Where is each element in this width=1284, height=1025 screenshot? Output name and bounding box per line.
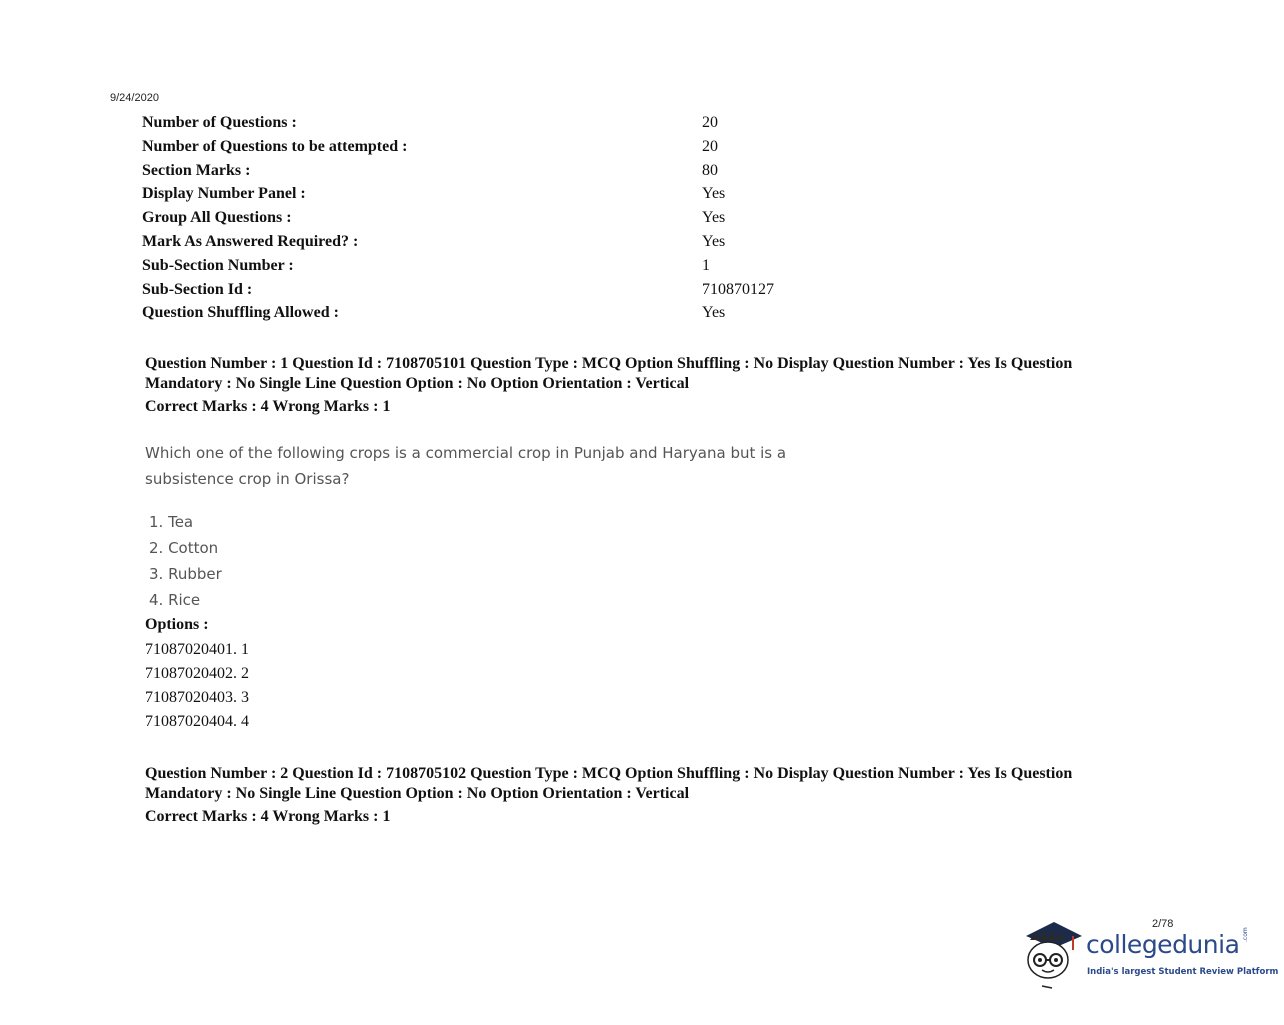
info-value: Yes — [702, 304, 726, 322]
question-2-header-line2: Mandatory : No Single Line Question Option : No Option Orientation : Vertical — [145, 785, 690, 802]
options-label: Options : — [145, 616, 209, 633]
brand-name: collegedunia — [1086, 930, 1240, 959]
choice-item: 3. Rubber — [149, 565, 222, 583]
question-1-header-line2: Mandatory : No Single Line Question Option : No Option Orientation : Vertical — [145, 375, 690, 392]
question-2-header — [145, 764, 1165, 804]
info-row — [142, 255, 842, 279]
question-1-choices — [149, 509, 222, 613]
choice-item: 2. Cotton — [149, 539, 219, 557]
brand-tagline: India's largest Student Review Platform — [1087, 967, 1279, 977]
info-value: 80 — [702, 161, 718, 179]
info-label: Question Shuffling Allowed : — [142, 304, 339, 322]
info-label: Group All Questions : — [142, 209, 292, 227]
info-value: 20 — [702, 114, 718, 131]
info-label: Number of Questions : — [142, 114, 297, 131]
info-label: Sub-Section Id : — [142, 280, 253, 298]
option-id: 71087020401. 1 — [145, 641, 249, 658]
question-1-text — [145, 440, 825, 492]
info-value: Yes — [702, 209, 726, 227]
info-value: Yes — [702, 232, 726, 250]
question-1-marks: Correct Marks : 4 Wrong Marks : 1 — [145, 398, 391, 415]
info-label: Sub-Section Number : — [142, 256, 294, 274]
option-id: 71087020403. 3 — [145, 689, 249, 706]
info-label: Mark As Answered Required? : — [142, 232, 359, 250]
question-1-header-line1: Question Number : 1 Question Id : 7108705101 Question Type : MCQ Option Shuffling : No Display Question Number : Yes Is Question — [145, 355, 1073, 372]
info-row — [142, 183, 842, 207]
page-number: 2/78 — [1152, 918, 1174, 930]
question-1-options — [145, 638, 249, 734]
option-id: 71087020404. 4 — [145, 713, 249, 730]
question-1-text-line2: subsistence crop in Orissa? — [145, 470, 350, 488]
info-row — [142, 279, 842, 303]
info-row — [142, 302, 842, 326]
info-row — [142, 160, 842, 184]
info-value: Yes — [702, 185, 726, 203]
info-label: Number of Questions to be attempted : — [142, 137, 408, 155]
info-row — [142, 231, 842, 255]
choice-item: 4. Rice — [149, 591, 201, 609]
question-2-marks: Correct Marks : 4 Wrong Marks : 1 — [145, 808, 391, 825]
info-row — [142, 112, 842, 136]
info-label: Section Marks : — [142, 161, 251, 179]
section-info-table — [142, 112, 842, 326]
option-id: 71087020402. 2 — [145, 665, 249, 682]
print-date: 9/24/2020 — [110, 92, 159, 104]
info-row — [142, 136, 842, 160]
info-label: Display Number Panel : — [142, 185, 306, 203]
info-value: 710870127 — [702, 280, 774, 298]
brand-suffix: .com — [1242, 927, 1249, 942]
info-value: 1 — [702, 256, 710, 274]
question-2-header-line1: Question Number : 2 Question Id : 7108705102 Question Type : MCQ Option Shuffling : No Display Question Number : Yes Is Question — [145, 765, 1073, 782]
info-row — [142, 207, 842, 231]
info-value: 20 — [702, 137, 718, 155]
question-1-text-line1: Which one of the following crops is a commercial crop in Punjab and Haryana but is a — [145, 444, 787, 462]
question-1-header — [145, 354, 1165, 394]
choice-item: 1. Tea — [149, 513, 194, 531]
